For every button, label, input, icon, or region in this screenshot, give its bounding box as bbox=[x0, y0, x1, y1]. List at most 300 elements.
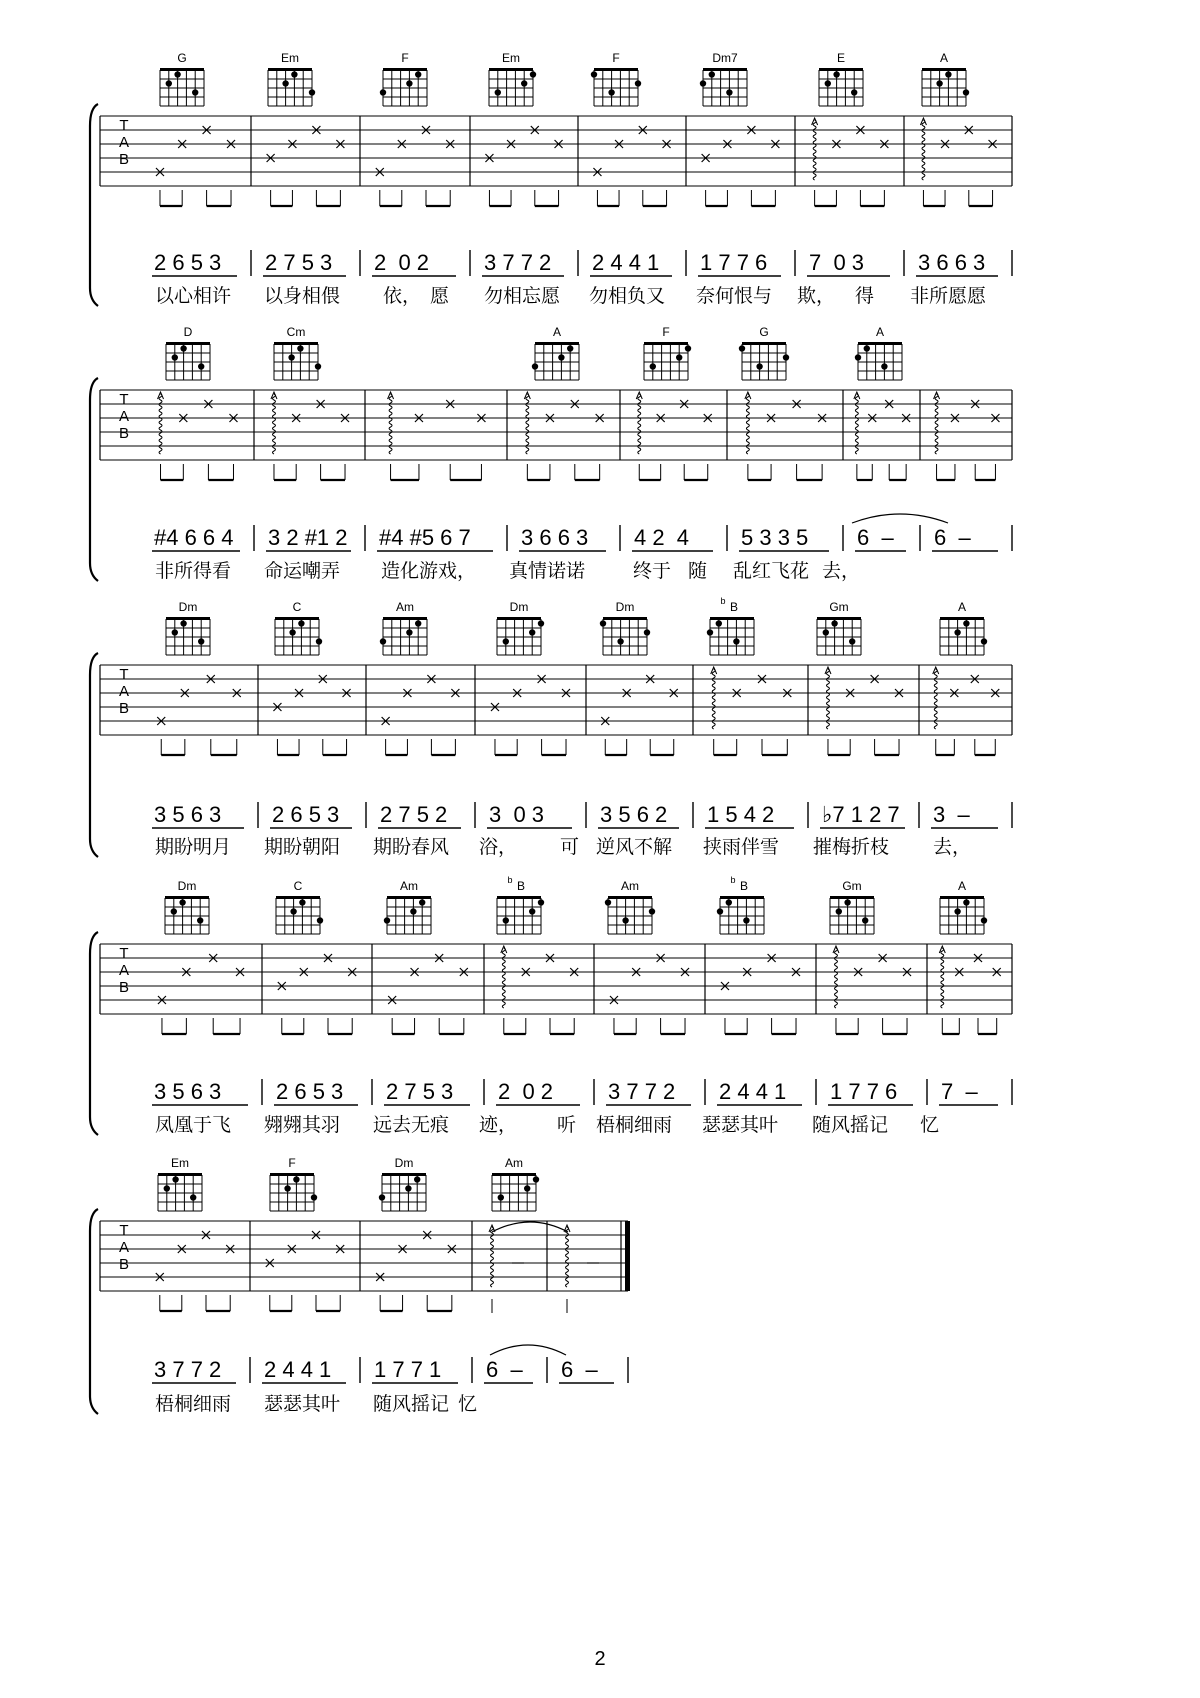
tab-measure-3 bbox=[376, 126, 454, 206]
chord-name bbox=[502, 51, 520, 65]
finger-dot bbox=[650, 363, 656, 369]
finger-dot bbox=[707, 629, 713, 635]
notation-measure: 5 3 3 5 bbox=[741, 525, 809, 550]
tab-clef-letter: B bbox=[118, 1256, 130, 1273]
arpeggio-arrow bbox=[745, 392, 751, 399]
chord-diagram-4 bbox=[605, 879, 655, 934]
notation-measure: 2 4 4 1 bbox=[592, 250, 660, 275]
finger-dot bbox=[954, 908, 960, 914]
tab-measure-2 bbox=[273, 675, 350, 755]
finger-dot bbox=[605, 899, 611, 905]
chord-diagram-1 bbox=[268, 51, 315, 106]
tab-measure-7 bbox=[812, 118, 889, 206]
finger-dot bbox=[197, 917, 203, 923]
chord-name-label: Am bbox=[505, 1156, 523, 1170]
tab-measure-4 bbox=[524, 392, 603, 480]
lyric-phrase: 瑟瑟其叶 bbox=[264, 1394, 341, 1415]
tab-measure-8 bbox=[934, 392, 1000, 480]
tab-measure-5 bbox=[601, 675, 677, 755]
chord-nut bbox=[166, 617, 210, 620]
finger-dot bbox=[954, 629, 960, 635]
tab-measure-3 bbox=[388, 392, 486, 480]
finger-dot bbox=[384, 917, 390, 923]
finger-dot bbox=[739, 345, 745, 351]
chord-name bbox=[171, 1156, 189, 1170]
arpeggio-wave bbox=[159, 394, 162, 454]
notation-measure: 6 – bbox=[561, 1357, 598, 1382]
finger-dot bbox=[172, 354, 178, 360]
arpeggio-wave bbox=[712, 669, 715, 729]
lyrics-line bbox=[155, 560, 860, 582]
chord-nut bbox=[383, 617, 427, 620]
notation-measure: 2 7 5 2 bbox=[380, 802, 448, 827]
chord-name bbox=[179, 600, 198, 614]
tab-clef-letter: A bbox=[118, 683, 130, 700]
lyric-phrase: 期盼明月 bbox=[155, 837, 232, 858]
chord-name bbox=[396, 600, 414, 614]
chord-name bbox=[507, 875, 525, 893]
finger-dot bbox=[981, 638, 987, 644]
chord-nut bbox=[158, 1173, 202, 1176]
finger-dot bbox=[498, 1194, 504, 1200]
chord-nut bbox=[742, 342, 786, 345]
chord-name-label: F bbox=[662, 325, 670, 339]
chord-diagram-7 bbox=[922, 51, 969, 106]
chord-name-label: A bbox=[552, 325, 562, 339]
chord-name-label: Dm bbox=[509, 600, 529, 614]
chord-nut bbox=[535, 342, 579, 345]
finger-dot bbox=[309, 89, 315, 95]
tab-measure-6 bbox=[745, 392, 826, 480]
lyric-phrase: 梧桐细雨 bbox=[155, 1394, 232, 1415]
tab-clef bbox=[119, 117, 129, 168]
chord-diagram-6 bbox=[819, 51, 863, 106]
chord-row bbox=[165, 875, 987, 934]
lyric-phrase: 翙翙其羽 bbox=[264, 1115, 341, 1136]
tab-measure-1 bbox=[158, 392, 238, 480]
lyric-phrase: 期盼春风 bbox=[373, 837, 450, 858]
chord-diagram-0 bbox=[166, 325, 210, 380]
flat-sign: b bbox=[730, 875, 736, 885]
finger-dot bbox=[530, 71, 536, 77]
chord-diagram-6 bbox=[817, 600, 861, 655]
finger-dot bbox=[591, 71, 597, 77]
finger-dot bbox=[533, 1176, 539, 1182]
chord-diagram-0 bbox=[166, 600, 210, 655]
notation-measure: ♭7 1 2 7 bbox=[822, 802, 900, 827]
finger-dot bbox=[288, 354, 294, 360]
arpeggio-arrow bbox=[825, 667, 831, 674]
arpeggio-wave bbox=[934, 669, 937, 729]
tie-arc bbox=[492, 1222, 568, 1232]
system-brace bbox=[90, 932, 98, 1135]
lyric-phrase: 凤凰于飞 bbox=[155, 1115, 232, 1136]
chord-diagram-5 bbox=[707, 596, 754, 655]
finger-dot bbox=[862, 917, 868, 923]
lyrics-line bbox=[155, 836, 971, 858]
lyric-phrase: 随 bbox=[688, 561, 708, 582]
system-4 bbox=[90, 875, 1012, 1136]
flat-sign: b bbox=[720, 596, 726, 606]
tie-arc bbox=[490, 1345, 566, 1355]
tab-clef-letter: B bbox=[118, 700, 130, 717]
arpeggio-arrow bbox=[854, 392, 860, 399]
finger-dot bbox=[700, 80, 706, 86]
finger-dot bbox=[406, 80, 412, 86]
chord-name bbox=[553, 325, 561, 339]
chord-diagram-1 bbox=[275, 600, 322, 655]
flat-sign: b bbox=[507, 875, 513, 885]
chord-name bbox=[958, 879, 966, 893]
tab-measure-5 bbox=[564, 1225, 599, 1313]
lyrics-line bbox=[155, 285, 986, 307]
chord-nut bbox=[270, 1173, 314, 1176]
lyric-phrase: 摧梅折枝 bbox=[813, 837, 890, 858]
tab-measure-8 bbox=[939, 946, 1000, 1034]
chord-diagram-6 bbox=[830, 879, 874, 934]
chord-nut bbox=[817, 617, 861, 620]
finger-dot bbox=[881, 363, 887, 369]
tab-clef bbox=[119, 945, 129, 996]
finger-dot bbox=[172, 629, 178, 635]
arpeggio-wave bbox=[826, 669, 829, 729]
finger-dot bbox=[419, 899, 425, 905]
chord-diagram-0 bbox=[158, 1156, 202, 1211]
system-1 bbox=[90, 51, 1012, 307]
lyric-phrase: 浴， bbox=[479, 837, 518, 858]
chord-diagram-2 bbox=[380, 600, 427, 655]
finger-dot bbox=[282, 80, 288, 86]
chord-nut bbox=[703, 68, 747, 71]
finger-dot bbox=[685, 345, 691, 351]
chord-name bbox=[730, 875, 748, 893]
notation-measure: 3 5 6 3 bbox=[154, 802, 222, 827]
finger-dot bbox=[676, 354, 682, 360]
tab-clef bbox=[119, 666, 129, 717]
chord-nut bbox=[160, 68, 204, 71]
tab-measure-6 bbox=[711, 667, 792, 755]
tab-measure-4 bbox=[485, 126, 562, 206]
tab-clef-letter: A bbox=[118, 408, 130, 425]
chord-diagram-1 bbox=[276, 879, 323, 934]
finger-dot bbox=[379, 1194, 385, 1200]
tab-clef-letter: T bbox=[119, 666, 129, 683]
numbered-notation bbox=[152, 1079, 1012, 1105]
tab-measure-7 bbox=[854, 392, 910, 480]
chord-name-label: D bbox=[183, 325, 193, 339]
finger-dot bbox=[503, 917, 509, 923]
tab-measure-2 bbox=[278, 954, 356, 1034]
finger-dot bbox=[521, 80, 527, 86]
chord-nut bbox=[940, 617, 984, 620]
tab-measure-5 bbox=[593, 126, 670, 206]
arpeggio-wave bbox=[855, 394, 858, 454]
arpeggio-wave bbox=[922, 120, 925, 180]
lyric-phrase: 挟雨伴雪 bbox=[703, 837, 780, 858]
chord-name-label: F bbox=[612, 51, 620, 65]
notation-measure: 2 6 5 3 bbox=[154, 250, 222, 275]
lyric-phrase: 乱红飞花 bbox=[733, 561, 810, 582]
lyric-phrase: 奈何恨与 bbox=[696, 286, 773, 307]
finger-dot bbox=[617, 638, 623, 644]
finger-dot bbox=[532, 363, 538, 369]
chord-name-label: B bbox=[729, 600, 739, 614]
finger-dot bbox=[836, 908, 842, 914]
chord-name-label: C bbox=[293, 879, 303, 893]
chord-nut bbox=[492, 1173, 536, 1176]
chord-diagram-0 bbox=[160, 51, 204, 106]
chord-diagram-2 bbox=[532, 325, 579, 380]
chord-diagram-1 bbox=[274, 325, 321, 380]
lyric-phrase: 去， bbox=[822, 561, 861, 582]
notation-measure: 1 7 7 6 bbox=[830, 1079, 898, 1104]
tab-clef-letter: B bbox=[118, 425, 130, 442]
finger-dot bbox=[289, 629, 295, 635]
chord-name-label: Dm7 bbox=[712, 51, 738, 65]
finger-dot bbox=[825, 80, 831, 86]
notation-measure: 7 0 3 bbox=[809, 250, 865, 275]
finger-dot bbox=[529, 629, 535, 635]
chord-name bbox=[505, 1156, 523, 1170]
finger-dot bbox=[981, 917, 987, 923]
chord-nut bbox=[644, 342, 688, 345]
finger-dot bbox=[171, 908, 177, 914]
chord-name-label: F bbox=[288, 1156, 296, 1170]
finger-dot bbox=[284, 1185, 290, 1191]
finger-dot bbox=[172, 1176, 178, 1182]
arpeggio-arrow bbox=[920, 118, 926, 125]
chord-name bbox=[281, 51, 299, 65]
chord-name-label: C bbox=[292, 600, 302, 614]
lyrics-line bbox=[155, 1393, 477, 1415]
notation-measure: 6 – bbox=[857, 525, 894, 550]
notation-measure: 3 2 #1 2 bbox=[268, 525, 348, 550]
tab-clef-letter: B bbox=[118, 151, 130, 168]
chord-nut bbox=[830, 896, 874, 899]
chord-name bbox=[829, 600, 848, 614]
chord-row bbox=[160, 51, 969, 106]
tab-measure-1 bbox=[156, 1231, 234, 1311]
arpeggio-arrow bbox=[636, 392, 642, 399]
tab-measure-7 bbox=[825, 667, 903, 755]
arpeggio-arrow bbox=[812, 118, 818, 125]
tab-clef-letter: T bbox=[119, 945, 129, 962]
lyric-phrase: 听 bbox=[557, 1115, 577, 1136]
chord-diagram-3 bbox=[492, 1156, 539, 1211]
finger-dot bbox=[495, 89, 501, 95]
notation-measure: 3 7 7 2 bbox=[154, 1357, 222, 1382]
chord-name bbox=[616, 600, 635, 614]
chord-name-label: G bbox=[177, 51, 187, 65]
chord-name-label: E bbox=[836, 51, 846, 65]
lyric-phrase: 以心相许 bbox=[155, 286, 232, 307]
notation-measure: 1 5 4 2 bbox=[707, 802, 775, 827]
chord-diagram-4 bbox=[739, 325, 789, 380]
chord-name-label: Dm bbox=[177, 879, 197, 893]
arpeggio-wave bbox=[935, 394, 938, 454]
finger-dot bbox=[164, 1185, 170, 1191]
numbered-notation bbox=[152, 1357, 628, 1383]
arpeggio-wave bbox=[941, 948, 944, 1008]
finger-dot bbox=[198, 363, 204, 369]
finger-dot bbox=[410, 908, 416, 914]
chord-nut bbox=[268, 68, 312, 71]
finger-dot bbox=[743, 917, 749, 923]
finger-dot bbox=[299, 899, 305, 905]
system-brace bbox=[90, 653, 98, 857]
finger-dot bbox=[864, 345, 870, 351]
lyric-phrase: 终于 bbox=[633, 561, 672, 582]
chord-nut bbox=[387, 896, 431, 899]
numbered-notation bbox=[152, 802, 1012, 828]
chord-name-label: Dm bbox=[394, 1156, 414, 1170]
chord-diagram-5 bbox=[717, 875, 764, 934]
chord-row bbox=[166, 596, 987, 655]
chord-diagram-5 bbox=[855, 325, 902, 380]
chord-name bbox=[510, 600, 529, 614]
chord-diagram-2 bbox=[380, 51, 427, 106]
chord-name bbox=[621, 879, 639, 893]
chord-diagram-4 bbox=[600, 600, 650, 655]
finger-dot bbox=[415, 620, 421, 626]
chord-diagram-0 bbox=[165, 879, 209, 934]
chord-name bbox=[401, 51, 408, 65]
lyric-phrase: 非所得看 bbox=[155, 561, 232, 582]
arpeggio-arrow bbox=[833, 946, 839, 953]
chord-name bbox=[940, 51, 948, 65]
lyric-phrase: 造化游戏， bbox=[381, 561, 477, 582]
system-brace bbox=[90, 104, 98, 306]
tab-measure-2 bbox=[271, 392, 349, 480]
finger-dot bbox=[190, 1194, 196, 1200]
tab-clef bbox=[119, 1222, 129, 1273]
finger-dot bbox=[315, 363, 321, 369]
chord-diagram-3 bbox=[644, 325, 691, 380]
chord-name-label: Em bbox=[171, 1156, 189, 1170]
chord-row bbox=[158, 1156, 539, 1211]
tab-clef-letter: A bbox=[118, 1239, 130, 1256]
chord-row bbox=[166, 325, 902, 380]
finger-dot bbox=[538, 620, 544, 626]
chord-name bbox=[294, 879, 303, 893]
system-3 bbox=[90, 596, 1012, 858]
numbered-notation bbox=[152, 525, 1012, 551]
chord-name bbox=[837, 51, 845, 65]
notation-measure: 3 7 7 2 bbox=[608, 1079, 676, 1104]
tie-arc bbox=[852, 514, 948, 523]
chord-nut bbox=[608, 896, 652, 899]
chord-nut bbox=[497, 896, 541, 899]
finger-dot bbox=[414, 1176, 420, 1182]
lyric-phrase: 期盼朝阳 bbox=[264, 837, 341, 858]
finger-dot bbox=[290, 908, 296, 914]
notation-measure: 1 7 7 6 bbox=[700, 250, 768, 275]
finger-dot bbox=[855, 354, 861, 360]
finger-dot bbox=[291, 71, 297, 77]
notation-measure: 2 6 5 3 bbox=[272, 802, 340, 827]
tab-clef-letter: A bbox=[118, 134, 130, 151]
arpeggio-wave bbox=[566, 1227, 569, 1287]
system-brace bbox=[90, 1209, 98, 1414]
chord-name bbox=[662, 325, 669, 339]
notation-measure: 2 7 5 3 bbox=[265, 250, 333, 275]
notation-measure: 2 6 5 3 bbox=[276, 1079, 344, 1104]
chord-name-label: Em bbox=[502, 51, 520, 65]
finger-dot bbox=[198, 638, 204, 644]
chord-diagram-3 bbox=[489, 51, 536, 106]
finger-dot bbox=[622, 917, 628, 923]
finger-dot bbox=[311, 1194, 317, 1200]
chord-name-label: A bbox=[957, 600, 967, 614]
finger-dot bbox=[844, 899, 850, 905]
notation-measure: #4 #5 6 7 bbox=[379, 525, 471, 550]
lyric-phrase: 瑟瑟其叶 bbox=[702, 1115, 779, 1136]
tab-measure-2 bbox=[266, 1231, 344, 1311]
chord-nut bbox=[166, 342, 210, 345]
final-barline-thick bbox=[625, 1221, 630, 1291]
tab-measure-7 bbox=[833, 946, 911, 1034]
tab-measure-8 bbox=[933, 667, 1000, 755]
chord-name bbox=[720, 596, 738, 614]
chord-name-label: A bbox=[939, 51, 949, 65]
lyric-phrase: 迹， bbox=[479, 1115, 518, 1136]
arpeggio-wave bbox=[638, 394, 641, 454]
chord-name bbox=[842, 879, 861, 893]
lyric-phrase: 随风摇记 bbox=[373, 1394, 450, 1415]
tab-clef-letter: T bbox=[119, 391, 129, 408]
chord-diagram-2 bbox=[379, 1156, 426, 1211]
arpeggio-arrow bbox=[933, 667, 939, 674]
chord-name-label: Gm bbox=[842, 879, 862, 893]
chord-name-label: Dm bbox=[615, 600, 635, 614]
finger-dot bbox=[608, 89, 614, 95]
tab-measure-1 bbox=[158, 954, 244, 1034]
chord-diagram-7 bbox=[940, 879, 987, 934]
arpeggio-arrow bbox=[271, 392, 277, 399]
chord-name bbox=[287, 325, 306, 339]
tab-measure-4 bbox=[489, 1225, 524, 1313]
lyric-phrase: 逆风不解 bbox=[596, 837, 673, 858]
chord-name-label: A bbox=[957, 879, 967, 893]
finger-dot bbox=[717, 908, 723, 914]
finger-dot bbox=[635, 80, 641, 86]
notation-measure: 2 0 2 bbox=[498, 1079, 554, 1104]
notation-measure: 3 0 3 bbox=[489, 802, 545, 827]
finger-dot bbox=[733, 638, 739, 644]
finger-dot bbox=[726, 89, 732, 95]
finger-dot bbox=[831, 620, 837, 626]
finger-dot bbox=[849, 638, 855, 644]
lyrics-line bbox=[155, 1114, 939, 1136]
chord-name bbox=[177, 51, 186, 65]
chord-name bbox=[400, 879, 418, 893]
lyric-phrase: 真情诺诺 bbox=[509, 561, 586, 582]
notation-measure: 1 7 7 1 bbox=[374, 1357, 442, 1382]
finger-dot bbox=[180, 620, 186, 626]
chord-name-label: A bbox=[875, 325, 885, 339]
chord-name-label: F bbox=[401, 51, 409, 65]
system-2 bbox=[90, 325, 1012, 582]
notation-measure: 2 4 4 1 bbox=[264, 1357, 332, 1382]
chord-name-label: Dm bbox=[178, 600, 198, 614]
notation-measure: #4 6 6 4 bbox=[154, 525, 234, 550]
chord-name-label: Em bbox=[281, 51, 299, 65]
arpeggio-wave bbox=[834, 948, 837, 1008]
tab-measure-8 bbox=[920, 118, 996, 206]
chord-diagram-7 bbox=[940, 600, 987, 655]
finger-dot bbox=[726, 899, 732, 905]
chord-name-label: Am bbox=[400, 879, 418, 893]
